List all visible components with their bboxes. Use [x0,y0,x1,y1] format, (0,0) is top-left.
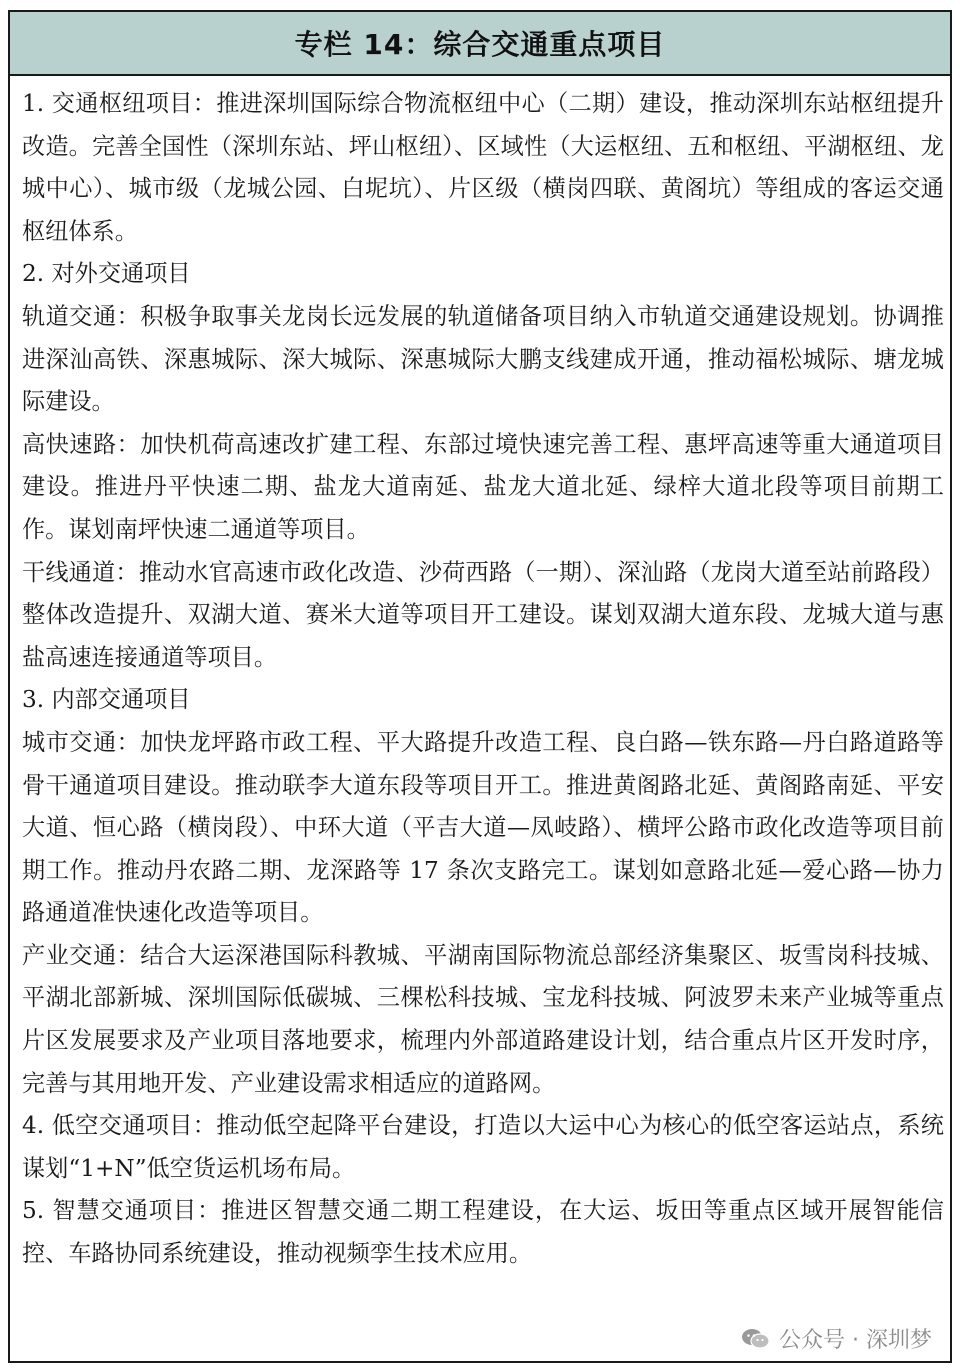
feature-panel [8,10,952,1363]
paragraph-hub-projects: 1. 交通枢纽项目：推进深圳国际综合物流枢纽中心（二期）建设，推动深圳东站枢纽提升改造。完善全国性（深圳东站、坪山枢纽）、区域性（大运枢纽、五和枢纽、平湖枢纽、龙城中心）、城市级（龙城公园、白坭坑）、片区级（横岗四联、黄阁坑）等组成的客运交通枢纽体系。 [22,90,944,245]
heading-external-traffic: 2. 对外交通项目 [22,260,191,288]
panel-body [10,76,950,1276]
heading-internal-traffic: 3. 内部交通项目 [22,686,191,714]
watermark-text: 公众号 · 深圳梦 [779,1328,932,1353]
watermark [741,1323,932,1354]
paragraph-low-altitude: 4. 低空交通项目：推动低空起降平台建设，打造以大运中心为核心的低空客运站点，系统谋划“1+N”低空货运机场布局。 [22,1112,944,1182]
paragraph-smart-traffic: 5. 智慧交通项目：推进区智慧交通二期工程建设，在大运、坂田等重点区域开展智能信控、车路协同系统建设，推动视频孪生技术应用。 [22,1197,944,1268]
paragraph-trunk-corridors: 干线通道：推动水官高速市政化改造、沙荷西路（一期）、深汕路（龙岗大道至站前路段）整体改造提升、双湖大道、赛米大道等项目开工建设。谋划双湖大道东段、龙城大道与惠盐高速连接通道等项目。 [22,558,944,671]
wechat-icon [741,1327,771,1351]
paragraph-industrial-traffic: 产业交通：结合大运深港国际科教城、平湖南国际物流总部经济集聚区、坂雪岗科技城、平湖北部新城、深圳国际低碳城、三棵松科技城、宝龙科技城、阿波罗未来产业城等重点片区发展要求及产业项目落地要求，梳理内外部道路建设计划，结合重点片区开发时序，完善与其用地开发、产业建设需求相适应的道路网。 [22,941,944,1097]
paragraph-expressways: 高快速路：加快机荷高速改扩建工程、东部过境快速完善工程、惠坪高速等重大通道项目建设。推进丹平快速二期、盐龙大道南延、盐龙大道北延、绿梓大道北段等项目前期工作。谋划南坪快速二通道等项目。 [22,430,944,543]
paragraph-urban-traffic: 城市交通：加快龙坪路市政工程、平大路提升改造工程、良白路—铁东路—丹白路道路等骨干通道项目建设。推动联李大道东段等项目开工。推进黄阁路北延、黄阁路南延、平安大道、恒心路（横岗段）、中环大道（平吉大道—凤岐路）、横坪公路市政化改造等项目前期工作。推动丹农路二期、龙深路等 17 条次支路完工。谋划如意路北延—爱心路—协力路通道准快速化改造等项目。 [22,728,944,927]
panel-title: 专栏 14：综合交通重点项目 [10,12,950,76]
paragraph-rail-transit: 轨道交通：积极争取事关龙岗长远发展的轨道储备项目纳入市轨道交通建设规划。协调推进深汕高铁、深惠城际、深大城际、深惠城际大鹏支线建成开通，推动福松城际、塘龙城际建设。 [22,302,944,416]
